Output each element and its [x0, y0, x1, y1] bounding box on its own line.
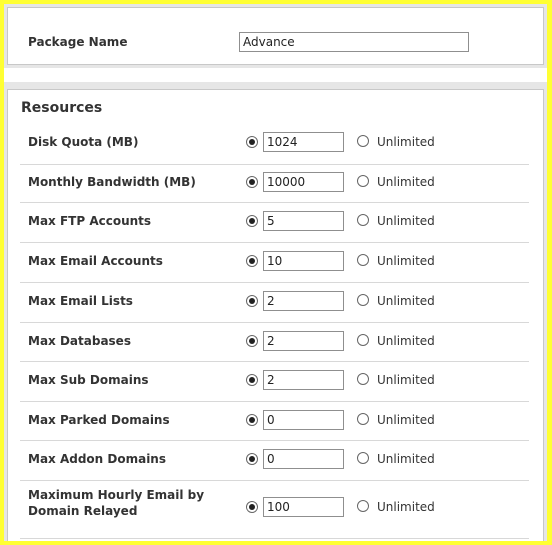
unlimited-label: Unlimited — [377, 500, 435, 514]
resource-row — [20, 164, 529, 203]
resource-row — [20, 361, 529, 402]
resource-value-input[interactable] — [263, 497, 344, 517]
resource-value-input[interactable] — [263, 211, 344, 231]
limit-radio[interactable] — [246, 255, 258, 267]
resource-row — [20, 401, 529, 441]
section-divider — [4, 68, 547, 82]
unlimited-radio[interactable] — [357, 373, 369, 385]
package-panel — [7, 7, 544, 65]
unlimited-label: Unlimited — [377, 452, 435, 466]
resource-label: Max Email Lists — [28, 294, 133, 308]
unlimited-radio[interactable] — [357, 452, 369, 464]
unlimited-radio[interactable] — [357, 500, 369, 512]
limit-radio[interactable] — [246, 215, 258, 227]
resource-value-input[interactable] — [263, 410, 344, 430]
unlimited-label: Unlimited — [377, 214, 435, 228]
limit-radio[interactable] — [246, 295, 258, 307]
resource-value-input[interactable] — [263, 172, 344, 192]
unlimited-radio[interactable] — [357, 413, 369, 425]
resource-row — [20, 440, 529, 481]
resource-label: Max Email Accounts — [28, 254, 163, 268]
resource-label: Max Sub Domains — [28, 373, 149, 387]
unlimited-label: Unlimited — [377, 135, 435, 149]
resource-value-input[interactable] — [263, 331, 344, 351]
resource-label: Max FTP Accounts — [28, 214, 152, 228]
package-name-input[interactable] — [239, 32, 469, 52]
resources-title: Resources — [21, 100, 103, 116]
resource-row — [20, 202, 529, 243]
resource-row — [20, 480, 529, 539]
unlimited-radio[interactable] — [357, 214, 369, 226]
resource-label: Maximum Hourly Email by Domain Relayed — [28, 488, 205, 518]
limit-radio[interactable] — [246, 501, 258, 513]
resource-label: Max Addon Domains — [28, 452, 166, 466]
unlimited-radio[interactable] — [357, 334, 369, 346]
resource-value-input[interactable] — [263, 251, 344, 271]
resource-label: Disk Quota (MB) — [28, 135, 139, 149]
unlimited-radio[interactable] — [357, 135, 369, 147]
resource-row — [20, 122, 529, 165]
resource-label: Max Parked Domains — [28, 413, 170, 427]
page-frame — [4, 4, 547, 541]
limit-radio[interactable] — [246, 374, 258, 386]
unlimited-radio[interactable] — [357, 254, 369, 266]
unlimited-radio[interactable] — [357, 294, 369, 306]
unlimited-radio[interactable] — [357, 175, 369, 187]
resource-value-input[interactable] — [263, 291, 344, 311]
limit-radio[interactable] — [246, 453, 258, 465]
resource-value-input[interactable] — [263, 449, 344, 469]
resource-value-input[interactable] — [263, 370, 344, 390]
resource-row — [20, 242, 529, 283]
unlimited-label: Unlimited — [377, 334, 435, 348]
resource-label: Monthly Bandwidth (MB) — [28, 175, 196, 189]
limit-radio[interactable] — [246, 176, 258, 188]
resource-row — [20, 322, 529, 362]
package-name-label: Package Name — [28, 35, 128, 49]
unlimited-label: Unlimited — [377, 254, 435, 268]
resources-panel — [7, 89, 544, 541]
limit-radio[interactable] — [246, 136, 258, 148]
unlimited-label: Unlimited — [377, 373, 435, 387]
resource-value-input[interactable] — [263, 132, 344, 152]
limit-radio[interactable] — [246, 414, 258, 426]
resource-row — [20, 282, 529, 323]
unlimited-label: Unlimited — [377, 294, 435, 308]
limit-radio[interactable] — [246, 335, 258, 347]
resource-label: Max Databases — [28, 334, 131, 348]
unlimited-label: Unlimited — [377, 175, 435, 189]
unlimited-label: Unlimited — [377, 413, 435, 427]
